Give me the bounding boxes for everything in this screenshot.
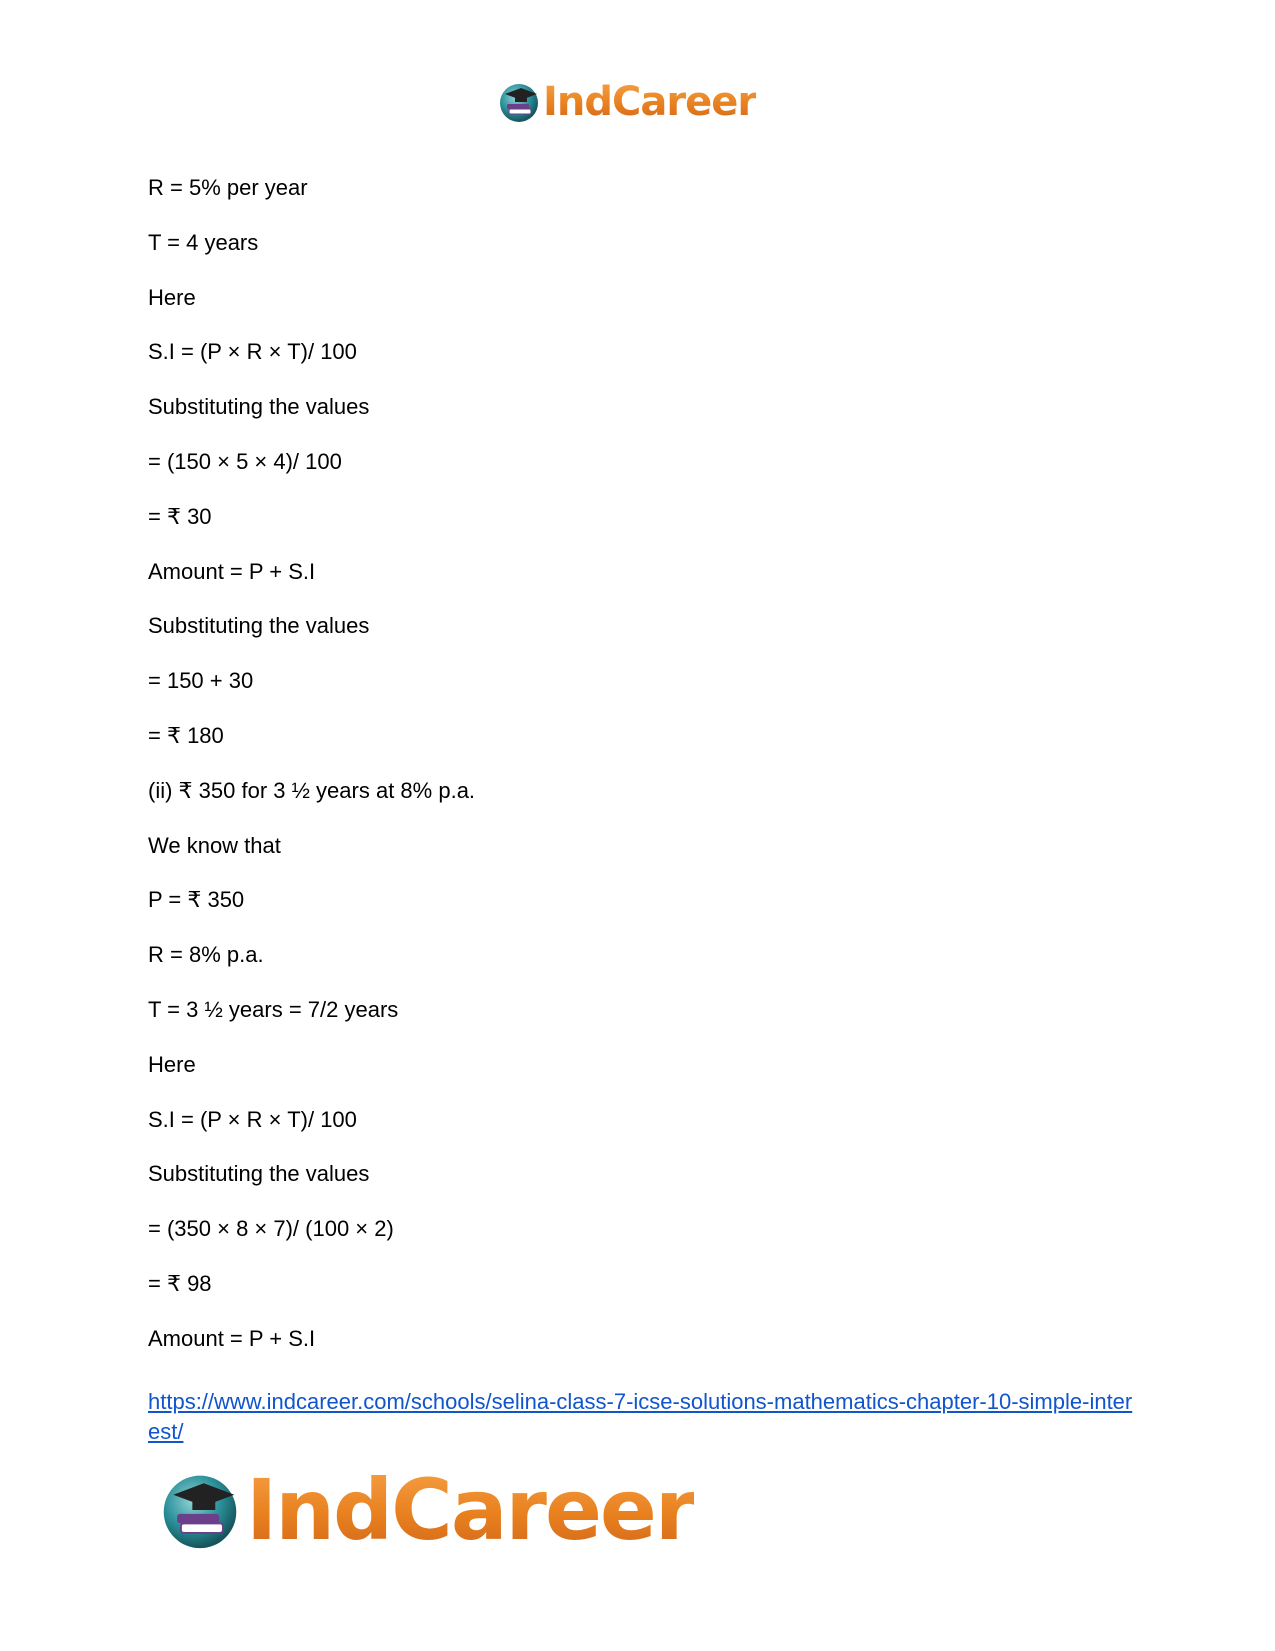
- text-line: Amount = P + S.I: [148, 1325, 316, 1351]
- text-line: We know that: [148, 832, 281, 858]
- text-line: S.I = (P × R × T)/ 100: [148, 1106, 357, 1132]
- text-line: T = 3 ½ years = 7/2 years: [148, 996, 399, 1022]
- text-line: R = 8% p.a.: [148, 942, 264, 968]
- text-line: Substituting the values: [148, 1161, 370, 1187]
- graduation-cap-books-globe-icon: [497, 80, 541, 124]
- text-line: = ₹ 30: [148, 503, 212, 529]
- text-line: Amount = P + S.I: [148, 558, 316, 584]
- document-body: [148, 175, 1138, 1381]
- text-line: Here: [148, 1051, 196, 1077]
- footer-logo-text: IndCareer: [246, 1461, 695, 1559]
- header-logo-text: IndCareer: [543, 79, 757, 125]
- text-line: P = ₹ 350: [148, 887, 245, 913]
- graduation-cap-books-globe-icon: [158, 1468, 242, 1552]
- text-line: S.I = (P × R × T)/ 100: [148, 339, 357, 365]
- text-line: R = 5% per year: [148, 175, 308, 200]
- footer-logo: [158, 1461, 695, 1559]
- text-line: = 150 + 30: [148, 668, 254, 694]
- text-line: = ₹ 98: [148, 1270, 212, 1296]
- text-line: Here: [148, 284, 196, 310]
- text-line: = ₹ 180: [148, 722, 224, 748]
- text-line: T = 4 years: [148, 229, 259, 255]
- text-line: Substituting the values: [148, 394, 370, 420]
- text-line: (ii) ₹ 350 for 3 ½ years at 8% p.a.: [148, 777, 476, 803]
- text-line: = (150 × 5 × 4)/ 100: [148, 448, 342, 474]
- header-logo: [497, 80, 756, 124]
- source-link[interactable]: https://www.indcareer.com/schools/selina-class-7-icse-solutions-mathematics-chapter-10-simple-interest/: [148, 1389, 1133, 1444]
- text-line: Substituting the values: [148, 613, 370, 639]
- text-line: = (350 × 8 × 7)/ (100 × 2): [148, 1216, 394, 1242]
